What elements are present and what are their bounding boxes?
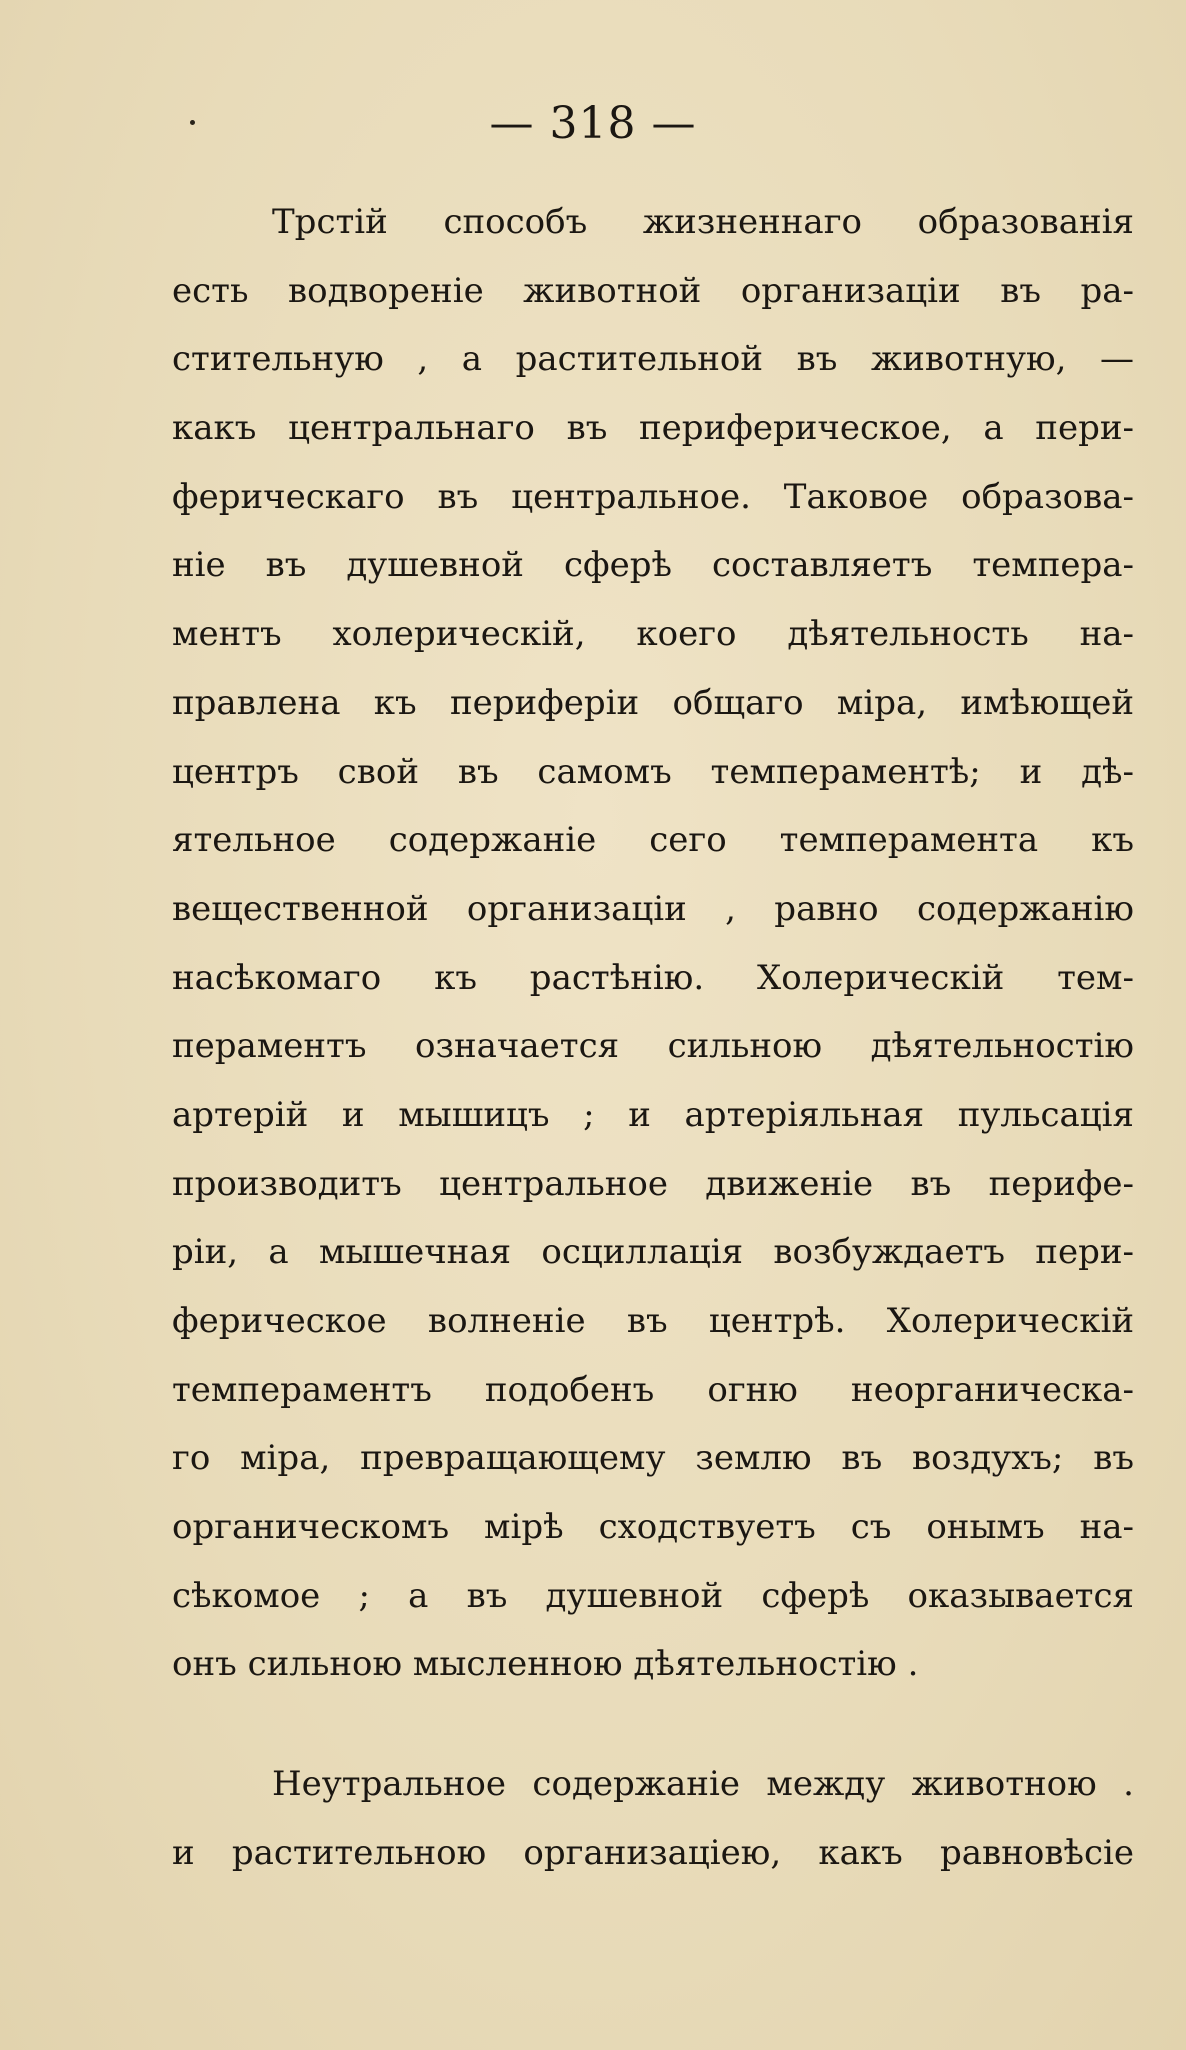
text-line: ментъ холерическій, коего дѣятельность на- [172, 614, 1134, 655]
text-line: насѣкомаго къ растѣнію. Холерическій тем- [172, 957, 1134, 998]
paragraph-2 [172, 1750, 1134, 1887]
text-line: Трстій способъ жизненнаго образованія [272, 202, 1134, 242]
text-line: ріи, а мышечная осциллація возбуждаетъ пери- [172, 1232, 1134, 1273]
text-line: ніе въ душевной сферѣ составляетъ темпера- [172, 545, 1134, 586]
text-line: ферическое волненіе въ центрѣ. Холерическій [172, 1301, 1134, 1341]
paragraph-1 [172, 188, 1134, 1699]
text-line: ферическаго въ центральное. Таковое образова- [172, 476, 1134, 517]
text-line: Неутральное содержаніе между животною . [272, 1764, 1134, 1804]
text-line: артерій и мышицъ ; и артеріяльная пульсація [172, 1094, 1134, 1135]
text-line: есть водвореніе животной организаціи въ ра- [172, 270, 1134, 311]
text-line: центръ свой въ самомъ темпераментѣ; и дѣ- [172, 751, 1134, 792]
text-line: го міра, превращающему землю въ воздухъ; въ [172, 1438, 1134, 1479]
text-line: темпераментъ подобенъ огню неорганическа- [172, 1369, 1134, 1410]
text-line: сѣкомое ; а въ душевной сферѣ оказывается [172, 1575, 1134, 1616]
text-line: вещественной организаціи , равно содержанію [172, 888, 1134, 929]
text-line: стительную , а растительной въ животную, — [172, 339, 1134, 380]
text-line: онъ сильною мысленною дѣятельностію . [172, 1644, 919, 1685]
text-line: какъ центральнаго въ периферическое, а пери- [172, 408, 1134, 449]
text-line: ятельное содержаніе сего темперамента къ [172, 820, 1134, 861]
text-line: правлена къ периферіи общаго міра, имѣющей [172, 682, 1134, 723]
page-number: — 318 — [489, 98, 697, 149]
text-line: органическомъ мірѣ сходствуетъ съ онымъ на- [172, 1507, 1134, 1548]
text-line: производитъ центральное движеніе въ перифе- [172, 1163, 1134, 1204]
text-line: и растительною организаціею, какъ равновѣсіе [172, 1832, 1134, 1873]
text-line: пераментъ означается сильною дѣятельностію [172, 1026, 1134, 1067]
